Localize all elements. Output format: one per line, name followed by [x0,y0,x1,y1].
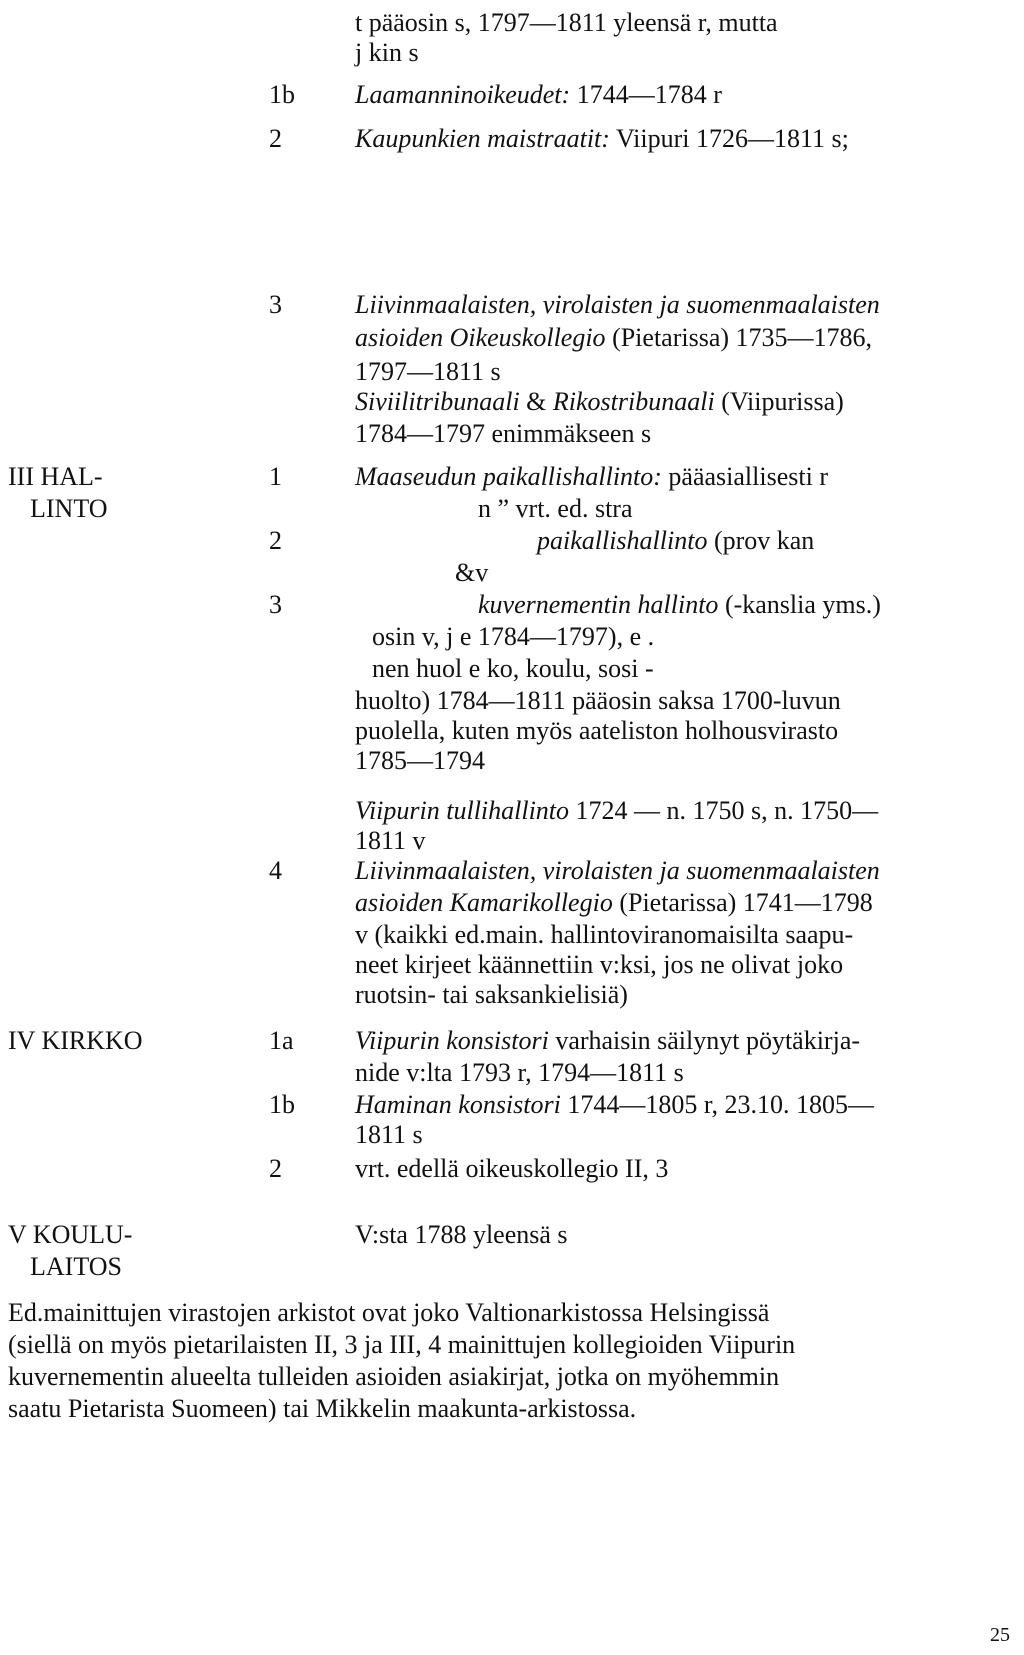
paragraph-line: kuvernementin alueelta tulleiden asioiden asiakirjat, jotka on myöhemmin [8,1362,780,1391]
italic-term: Rikostribunaali [552,387,715,416]
text-line [355,323,1020,353]
text-span: (-kanslia yms.) [718,590,881,619]
text-line [537,526,1024,556]
text-line: ruotsin- tai saksankielisiä) [355,980,628,1009]
text-line: 1785—1794 [355,746,485,775]
italic-term: paikallishallinto [537,526,708,555]
item-number: 2 [269,124,282,153]
section-heading: V KOULU- [8,1220,133,1249]
text-span: (Viipurissa) [714,387,844,416]
text-span: Viipuri 1726—1811 s; [609,124,849,153]
italic-term: Viipurin tullihallinto [355,796,570,825]
text-span: pääasiallisesti r [661,462,828,491]
text-line: osin v, j e 1784—1797), e . [372,622,655,651]
text-line [355,796,1020,826]
text-line: &v [455,558,489,587]
text-line: n ” vrt. ed. stra [478,494,633,523]
item-number: 1b [269,80,295,109]
italic-term: Haminan konsistori [355,1090,561,1119]
italic-term: Viipurin konsistori [355,1026,549,1055]
item-number: 1b [269,1090,295,1119]
text-line [355,856,1020,886]
item-number: 3 [269,590,282,619]
paragraph-line: saatu Pietarista Suomeen) tai Mikkelin maakunta-arkistossa. [8,1394,637,1423]
text-span: varhaisin säilynyt pöytäkirja- [548,1026,861,1055]
text-line [478,590,1024,620]
text-line: V:sta 1788 yleensä s [355,1220,568,1249]
item-number: 2 [269,526,282,555]
paragraph-line: (siellä on myös pietarilaisten II, 3 ja III, 4 mainittujen kollegioiden Viipurin [8,1330,796,1359]
text-line: vrt. edellä oikeuskollegio II, 3 [355,1154,669,1183]
text-line: j kin s [355,38,419,67]
italic-term: kuvernementin hallinto [478,590,719,619]
item-number: 1 [269,462,282,491]
italic-term: Liivinmaalaisten, virolaisten ja suomenmaalaisten [355,290,880,319]
text-line: 1784—1797 enimmäkseen s [355,419,652,448]
text-line [355,290,1020,320]
text-line: nide v:lta 1793 r, 1794—1811 s [355,1058,684,1087]
text-line: v (kaikki ed.main. hallintoviranomaisilta saapu- [355,920,854,949]
text-line [355,1026,1020,1056]
text-span: 1724 — n. 1750 s, n. 1750— [569,796,879,825]
section-heading: LAITOS [30,1252,122,1281]
section-heading: LINTO [30,494,108,523]
text-line [355,124,1020,154]
text-line [355,1090,1020,1120]
text-line: puolella, kuten myös aateliston holhousvirasto [355,716,839,745]
italic-term: Kaupunkien maistraatit: [355,124,610,153]
text-span: 1744—1805 r, 23.10. 1805— [560,1090,874,1119]
text-line: neet kirjeet käännettiin v:ksi, jos ne olivat joko [355,950,844,979]
text-line: t pääosin s, 1797—1811 yleensä r, mutta [355,8,778,37]
item-number: 2 [269,1154,282,1183]
text-line: huolto) 1784—1811 pääosin saksa 1700-luvun [355,686,841,715]
text-span: (Pietarissa) 1735—1786, [605,323,873,352]
text-line: 1797—1811 s [355,357,501,386]
text-span: 1744—1784 r [570,80,722,109]
section-heading: III HAL- [8,462,103,491]
section-heading: IV KIRKKO [8,1026,143,1055]
italic-term: asioiden Kamarikollegio [355,888,613,917]
italic-term: Maaseudun paikallishallinto: [355,462,662,491]
text-line [355,80,1020,110]
item-number: 3 [269,290,282,319]
text-span: (prov kan [707,526,815,555]
text-line [355,462,1020,492]
italic-term: Siviilitribunaali [355,387,520,416]
item-number: 1a [269,1026,294,1055]
italic-term: asioiden Oikeuskollegio [355,323,606,352]
text-line: 1811 v [355,826,426,855]
page-number: 25 [990,1624,1010,1646]
text-line [355,387,1020,417]
text-span: (Pietarissa) 1741—1798 [612,888,873,917]
italic-term: Laamanninoikeudet: [355,80,571,109]
text-span: & [519,387,553,416]
italic-term: Liivinmaalaisten, virolaisten ja suomenmaalaisten [355,856,880,885]
text-line [355,888,1020,918]
text-line: nen huol e ko, koulu, sosi - [372,654,654,683]
paragraph-line: Ed.mainittujen virastojen arkistot ovat joko Valtionarkistossa Helsingissä [8,1298,770,1327]
text-line: 1811 s [355,1120,423,1149]
item-number: 4 [269,856,282,885]
